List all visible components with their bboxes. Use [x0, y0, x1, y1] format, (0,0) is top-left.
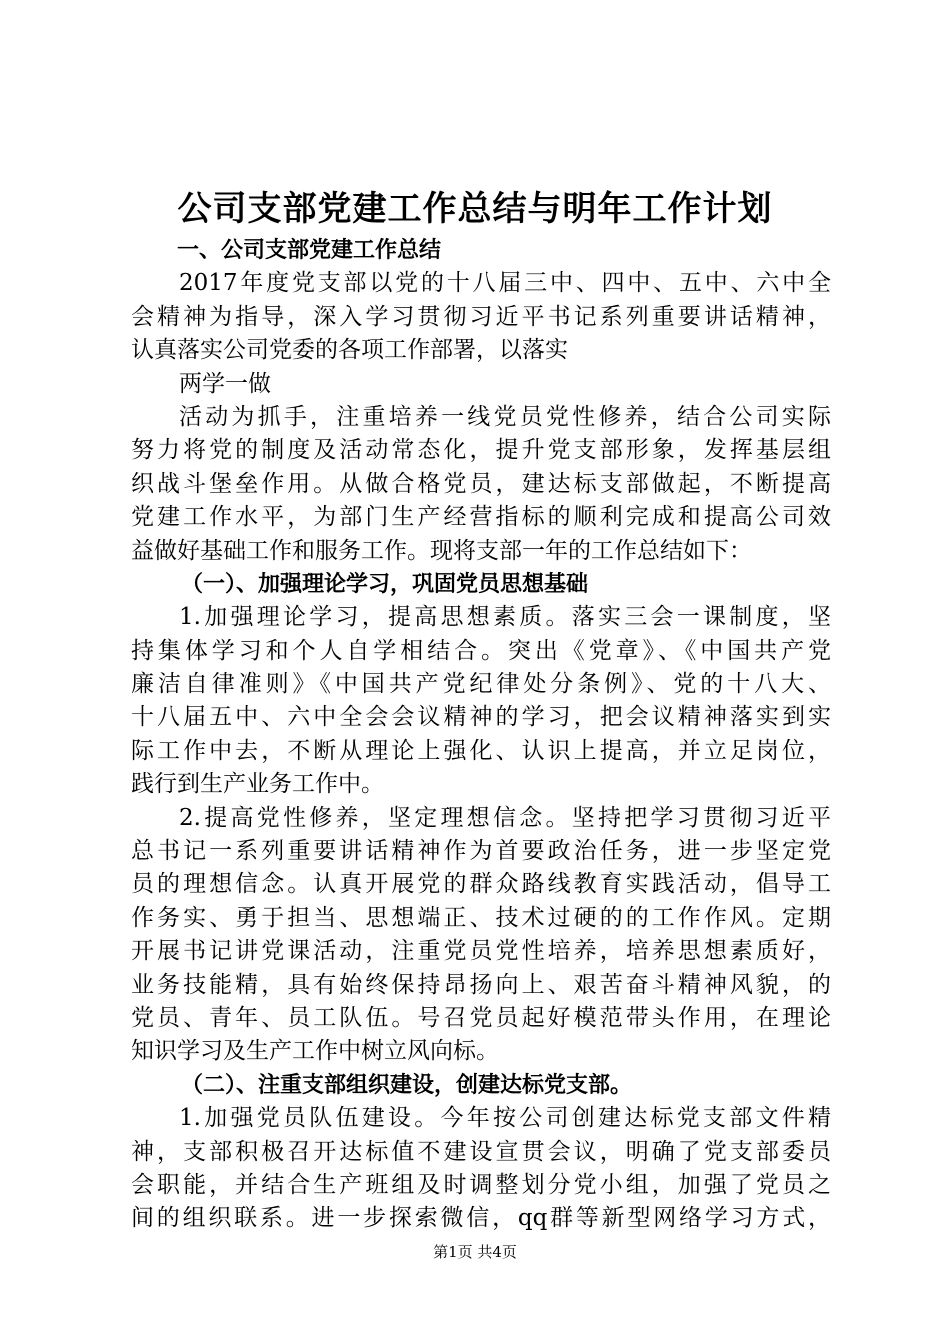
paragraph-line: 党建工作水平，为部门生产经营指标的顺利完成和提高公司效	[131, 504, 831, 531]
paragraph-line: 总书记一系列重要讲话精神作为首要政治任务，进一步坚定党	[131, 838, 831, 865]
paragraph-line: 开展书记讲党课活动，注重党员党性培养，培养思想素质好，	[131, 938, 831, 965]
paragraph-line: 益做好基础工作和服务工作。现将支部一年的工作总结如下：	[131, 537, 752, 564]
paragraph-line: 两学一做	[179, 370, 271, 397]
paragraph-line: 2.提高党性修养，坚定理想信念。坚持把学习贯彻习近平	[179, 804, 831, 831]
paragraph-line: 认真落实公司党委的各项工作部署，以落实	[131, 337, 568, 364]
paragraph-line: 廉洁自律准则》《中国共产党纪律处分条例》、党的十八大、	[131, 671, 831, 698]
subsection-heading-2: （二）、注重支部组织建设，创建达标党支部。	[181, 1072, 633, 1098]
document-body	[131, 234, 831, 1236]
paragraph-line: 2017年度党支部以党的十八届三中、四中、五中、六中全	[179, 270, 831, 297]
paragraph-line: 知识学习及生产工作中树立风向标。	[131, 1038, 499, 1065]
paragraph-line: 业务技能精，具有始终保持昂扬向上、艰苦奋斗精神风貌，的	[131, 971, 831, 998]
paragraph-line: 活动为抓手，注重培养一线党员党性修养，结合公司实际	[179, 403, 831, 430]
paragraph-line: 努力将党的制度及活动常态化，提升党支部形象，发挥基层组	[131, 437, 831, 464]
paragraph-line: 际工作中去，不断从理论上强化、认识上提高，并立足岗位，	[131, 737, 831, 764]
paragraph-line: 间的组织联系。进一步探索微信，qq群等新型网络学习方式，	[131, 1205, 831, 1232]
document-title: 公司支部党建工作总结与明年工作计划	[177, 189, 773, 229]
paragraph-line: 党员、青年、员工队伍。号召党员起好模范带头作用，在理论	[131, 1004, 831, 1031]
section-heading-1: 一、公司支部党建工作总结	[177, 238, 442, 263]
paragraph-line: 会职能，并结合生产班组及时调整划分党小组，加强了党员之	[131, 1171, 831, 1198]
paragraph-line: 1.加强党员队伍建设。今年按公司创建达标党支部文件精	[179, 1105, 831, 1132]
paragraph-line: 织战斗堡垒作用。从做合格党员，建达标支部做起，不断提高	[131, 470, 831, 497]
paragraph-line: 1.加强理论学习，提高思想素质。落实三会一课制度，坚	[179, 604, 831, 631]
subsection-heading-1: （一）、加强理论学习，巩固党员思想基础	[181, 571, 589, 597]
paragraph-line: 会精神为指导，深入学习贯彻习近平书记系列重要讲话精神，	[131, 303, 831, 330]
paragraph-line: 神，支部积极召开达标值不建设宣贯会议，明确了党支部委员	[131, 1138, 831, 1165]
paragraph-line: 践行到生产业务工作中。	[131, 771, 384, 798]
paragraph-line: 作务实、勇于担当、思想端正、技术过硬的的工作作风。定期	[131, 904, 831, 931]
paragraph-line: 持集体学习和个人自学相结合。突出《党章》、《中国共产党	[131, 637, 831, 664]
page-number: 第1页 共4页	[433, 1243, 517, 1261]
paragraph-line: 员的理想信念。认真开展党的群众路线教育实践活动，倡导工	[131, 871, 831, 898]
paragraph-line: 十八届五中、六中全会会议精神的学习，把会议精神落实到实	[131, 704, 831, 731]
